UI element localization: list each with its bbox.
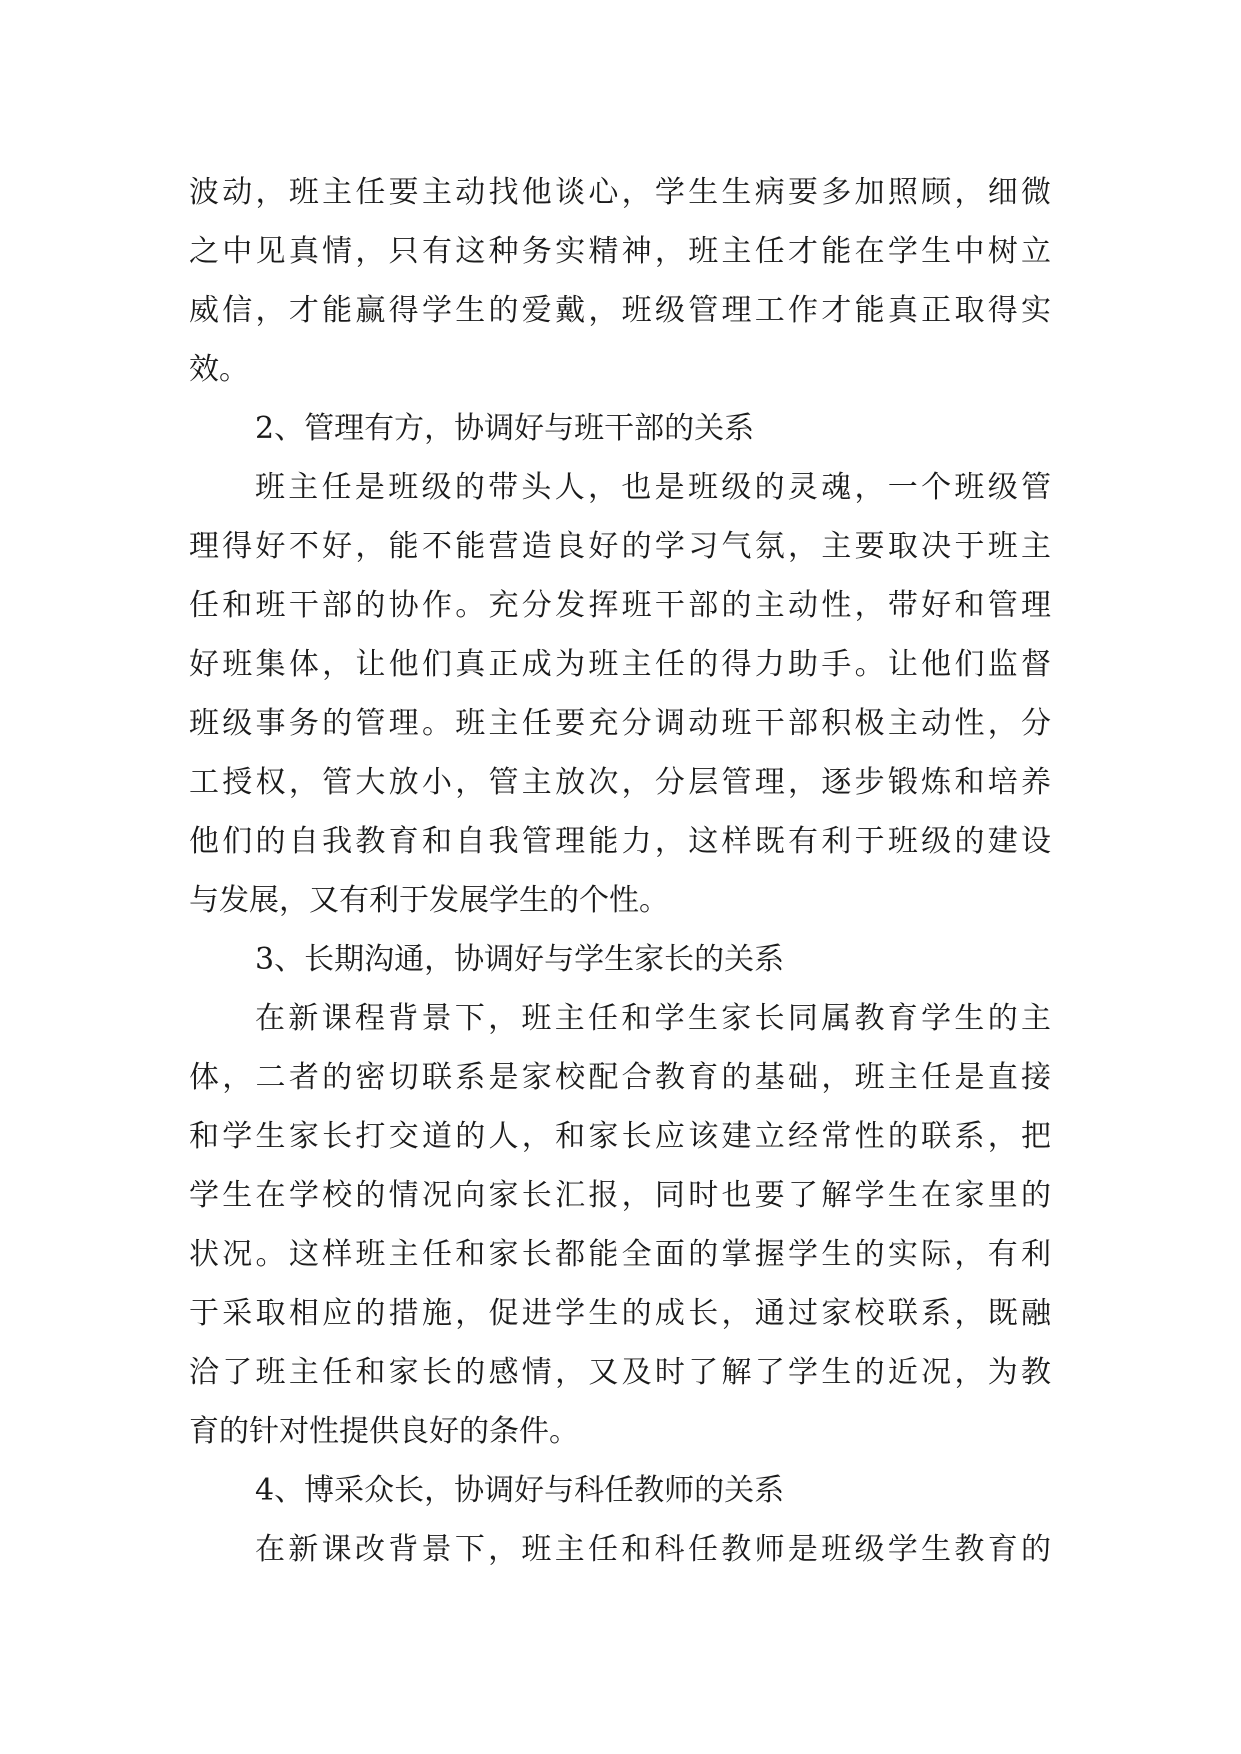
paragraph-continuation (189, 163, 1051, 399)
text-line: 效。 (189, 352, 249, 387)
text-line: 他们的自我教育和自我管理能力，这样既有利于班级的建设 (189, 824, 1051, 859)
section-heading-3: 3、长期沟通，协调好与学生家长的关系 (255, 942, 785, 977)
text-line: 之中见真情，只有这种务实精神，班主任才能在学生中树立 (189, 234, 1051, 269)
text-line: 任和班干部的协作。充分发挥班干部的主动性，带好和管理 (189, 588, 1051, 623)
text-line: 在新课程背景下，班主任和学生家长同属教育学生的主 (255, 1001, 1051, 1036)
text-line: 威信，才能赢得学生的爱戴，班级管理工作才能真正取得实 (189, 293, 1051, 328)
text-line: 状况。这样班主任和家长都能全面的掌握学生的实际，有利 (189, 1237, 1051, 1272)
paragraph-parents (189, 989, 1051, 1461)
section-heading-2: 2、管理有方，协调好与班干部的关系 (255, 411, 755, 446)
text-line: 班主任是班级的带头人，也是班级的灵魂，一个班级管 (255, 470, 1051, 505)
paragraph-class-cadres (189, 458, 1051, 930)
text-line: 好班集体，让他们真正成为班主任的得力助手。让他们监督 (189, 647, 1051, 682)
document-body (189, 163, 1051, 1579)
text-line: 洽了班主任和家长的感情，又及时了解了学生的近况，为教 (189, 1355, 1051, 1390)
text-line: 育的针对性提供良好的条件。 (189, 1414, 579, 1449)
section-heading-4: 4、博采众长，协调好与科任教师的关系 (255, 1473, 785, 1508)
text-line: 在新课改背景下，班主任和科任教师是班级学生教育的 (255, 1532, 1051, 1567)
text-line: 波动，班主任要主动找他谈心，学生生病要多加照顾，细微 (189, 175, 1051, 210)
text-line: 和学生家长打交道的人，和家长应该建立经常性的联系，把 (189, 1119, 1051, 1154)
text-line: 工授权，管大放小，管主放次，分层管理，逐步锻炼和培养 (189, 765, 1051, 800)
text-line: 体，二者的密切联系是家校配合教育的基础，班主任是直接 (189, 1060, 1051, 1095)
text-line: 学生在学校的情况向家长汇报，同时也要了解学生在家里的 (189, 1178, 1051, 1213)
text-line: 与发展，又有利于发展学生的个性。 (189, 883, 669, 918)
text-line: 于采取相应的措施，促进学生的成长，通过家校联系，既融 (189, 1296, 1051, 1331)
text-line: 班级事务的管理。班主任要充分调动班干部积极主动性，分 (189, 706, 1051, 741)
text-line: 理得好不好，能不能营造良好的学习气氛，主要取决于班主 (189, 529, 1051, 564)
paragraph-subject-teachers (189, 1520, 1051, 1579)
